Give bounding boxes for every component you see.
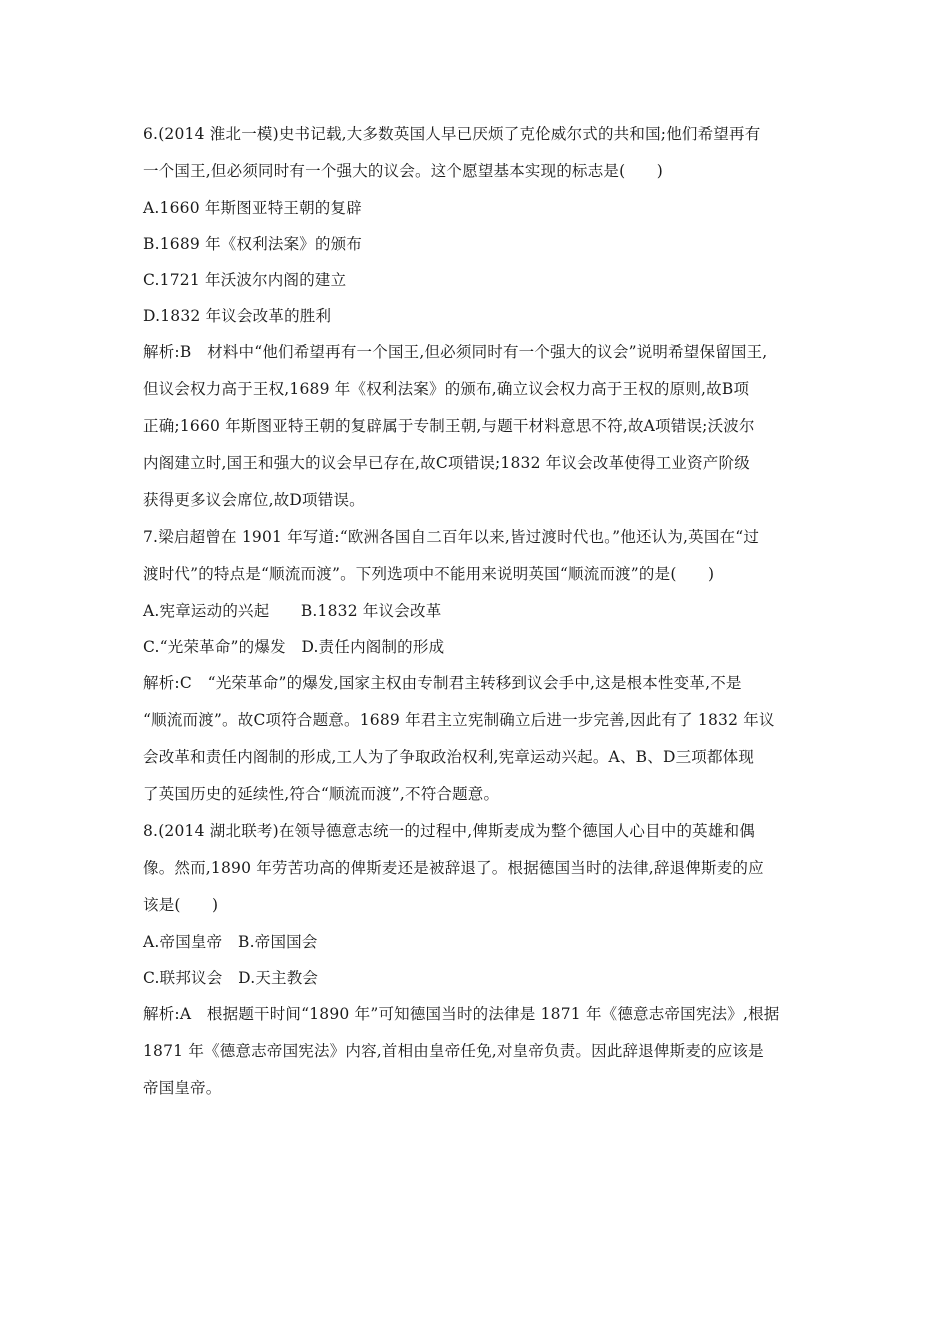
analysis-line: 正确;1660 年斯图亚特王朝的复辟属于专制王朝,与题干材料意思不符,故A项错误;沃波尔 [143, 417, 755, 435]
question-6 [143, 124, 813, 510]
analysis-line: 会改革和责任内阁制的形成,工人为了争取政治权利,宪章运动兴起。A、B、D三项都体现 [143, 748, 755, 766]
question-7 [143, 527, 813, 804]
analysis-line: 1871 年《德意志帝国宪法》内容,首相由皇帝任免,对皇帝负责。因此辞退俾斯麦的应该是 [143, 1042, 764, 1060]
analysis-line: 了英国历史的延续性,符合“顺流而渡”,不符合题意。 [143, 785, 500, 803]
answer-option: D.1832 年议会改革的胜利 [143, 307, 332, 325]
answer-option: A.帝国皇帝 B.帝国国会 [143, 933, 318, 951]
answer-option: C.联邦议会 D.天主教会 [143, 969, 319, 987]
document-page [143, 124, 813, 1115]
question-stem-line: 该是( ) [143, 896, 219, 914]
question-stem-line: 一个国王,但必须同时有一个强大的议会。这个愿望基本实现的标志是( ) [143, 162, 664, 180]
answer-option: C.“光荣革命”的爆发 D.责任内阁制的形成 [143, 638, 445, 656]
analysis-line: 内阁建立时,国王和强大的议会早已存在,故C项错误;1832 年议会改革使得工业资产阶级 [143, 454, 750, 472]
analysis-line: 解析:C “光荣革命”的爆发,国家主权由专制君主转移到议会手中,这是根本性变革,不是 [143, 674, 742, 692]
answer-option: A.宪章运动的兴起 B.1832 年议会改革 [143, 602, 442, 620]
analysis-line: “顺流而渡”。故C项符合题意。1689 年君主立宪制确立后进一步完善,因此有了 1832 年议 [143, 711, 775, 729]
answer-option: C.1721 年沃波尔内阁的建立 [143, 271, 347, 289]
question-stem-line: 6.(2014 淮北一模)史书记载,大多数英国人早已厌烦了克伦威尔式的共和国;他们希望再有 [143, 125, 761, 143]
question-stem-line: 7.梁启超曾在 1901 年写道:“欧洲各国自二百年以来,皆过渡时代也。”他还认为,英国在“过 [143, 528, 760, 546]
analysis-line: 帝国皇帝。 [143, 1079, 222, 1097]
analysis-line: 解析:B 材料中“他们希望再有一个国王,但必须同时有一个强大的议会”说明希望保留国王, [143, 343, 768, 361]
answer-option: B.1689 年《权利法案》的颁布 [143, 235, 363, 253]
answer-option: A.1660 年斯图亚特王朝的复辟 [143, 199, 362, 217]
question-8 [143, 821, 813, 1098]
analysis-line: 但议会权力高于王权,1689 年《权利法案》的颁布,确立议会权力高于王权的原则,故B项 [143, 380, 750, 398]
analysis-line: 解析:A 根据题干时间“1890 年”可知德国当时的法律是 1871 年《德意志帝国宪法》,根据 [143, 1005, 780, 1023]
question-stem-line: 像。然而,1890 年劳苦功高的俾斯麦还是被辞退了。根据德国当时的法律,辞退俾斯麦的应 [143, 859, 764, 877]
question-stem-line: 渡时代”的特点是“顺流而渡”。下列选项中不能用来说明英国“顺流而渡”的是( ) [143, 565, 715, 583]
question-stem-line: 8.(2014 湖北联考)在领导德意志统一的过程中,俾斯麦成为整个德国人心目中的英雄和偶 [143, 822, 755, 840]
analysis-line: 获得更多议会席位,故D项错误。 [143, 491, 365, 509]
